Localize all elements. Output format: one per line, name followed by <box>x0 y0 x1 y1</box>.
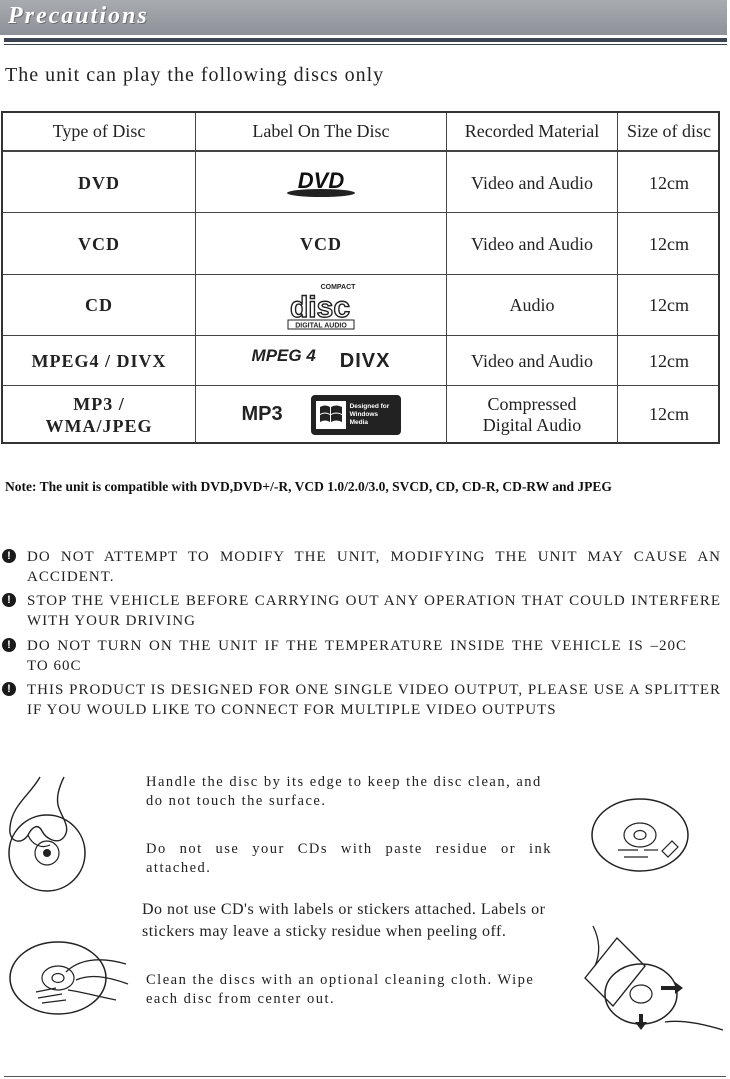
disc-size: 12cm <box>617 275 720 336</box>
svg-text:disc: disc <box>289 290 351 324</box>
warning-text: STOP THE VEHICLE BEFORE CARRYING OUT ANY OPERATION THAT COULD INTERFERE WITH YOUR DRIVING <box>27 593 721 629</box>
windows-media-text: Windows <box>349 410 379 418</box>
recorded-material: Video and Audio <box>446 336 617 386</box>
windows-media-text: Media <box>349 418 368 426</box>
care-instruction: Do not use your CDs with paste residue or ink attached. <box>146 841 552 876</box>
recorded-material <box>446 386 617 443</box>
table-row <box>3 335 718 386</box>
mpeg4-logo: MPEG 4 <box>251 346 316 365</box>
table-row <box>3 274 718 336</box>
cleaning-disc-icon <box>6 940 131 1020</box>
svg-text:COMPACT: COMPACT <box>320 283 356 291</box>
disc-with-residue-icon <box>590 795 695 875</box>
divx-logo: DIVX <box>339 349 391 372</box>
hand-holding-disc-icon <box>2 775 102 895</box>
svg-text:DIGITAL AUDIO: DIGITAL AUDIO <box>295 322 347 329</box>
disc-label: VCD <box>195 213 446 275</box>
care-instruction: Clean the discs with an optional cleaning cloth. Wipe each disc from center out. <box>146 972 535 1007</box>
warning-item <box>2 548 722 590</box>
table-row <box>3 212 718 275</box>
recorded-material-line: Digital Audio <box>482 414 582 435</box>
svg-text:DVD: DVD <box>297 168 345 193</box>
disc-size: 12cm <box>617 213 720 275</box>
disc-type: DVD <box>78 172 120 193</box>
mpeg4-divx-logos <box>195 336 446 386</box>
windows-flag-icon <box>316 401 346 429</box>
footer-rule <box>4 1076 726 1077</box>
mp3-wma-logos <box>195 386 446 443</box>
windows-media-text: Designed for <box>349 402 390 410</box>
column-header: Recorded Material <box>446 113 617 150</box>
header-rule-thin <box>4 44 727 45</box>
mp3-logo: MP3 <box>241 403 283 425</box>
recorded-material: Video and Audio <box>446 213 617 275</box>
warning-item <box>2 637 722 679</box>
warning-item <box>2 681 722 723</box>
dvd-logo <box>195 152 446 214</box>
exclamation-icon: ! <box>2 638 16 652</box>
disc-type: CD <box>85 295 113 315</box>
table-header-row <box>3 113 718 150</box>
disc-table <box>1 111 720 444</box>
windows-media-logo <box>311 395 401 435</box>
recorded-material: Audio <box>446 275 617 336</box>
header-rule <box>4 38 727 42</box>
disc-size: 12cm <box>617 386 720 443</box>
disc-type: MPEG4 / DIVX <box>31 350 167 371</box>
disc-type-line: WMA/JPEG <box>45 415 153 436</box>
exclamation-icon: ! <box>2 549 16 563</box>
exclamation-icon: ! <box>2 682 16 696</box>
disc-type: VCD <box>78 233 120 254</box>
warning-item <box>2 592 722 634</box>
compact-disc-logo <box>195 275 446 336</box>
column-header: Label On The Disc <box>195 113 446 150</box>
warning-text: DO NOT ATTEMPT TO MODIFY THE UNIT, MODIFYING THE UNIT MAY CAUSE AN ACCIDENT. <box>27 549 721 585</box>
disc-type <box>3 386 195 443</box>
recorded-material: Video and Audio <box>446 152 617 214</box>
exclamation-icon: ! <box>2 593 16 607</box>
compatibility-note: Note: The unit is compatible with DVD,DVD+/-R, VCD 1.0/2.0/3.0, SVCD, CD, CD-R, CD-RW and JPEG <box>5 479 612 494</box>
care-instruction: Do not use CD's with labels or stickers attached. Labels or stickers may leave a sticky residue when peeling off. <box>142 901 546 940</box>
table-row <box>3 385 718 443</box>
table-row <box>3 150 718 214</box>
removing-disc-from-case-icon <box>575 918 725 1043</box>
warning-text: DO NOT TURN ON THE UNIT IF THE TEMPERATURE INSIDE THE VEHICLE IS –20C TO 60C <box>27 638 687 674</box>
care-instruction: Handle the disc by its edge to keep the disc clean, and do not touch the surface. <box>146 774 542 809</box>
page-title: Precautions <box>8 3 149 29</box>
recorded-material-line: Compressed <box>487 393 577 414</box>
compact-disc-logo-icon <box>286 281 356 331</box>
column-header: Size of disc <box>617 113 720 150</box>
intro-text: The unit can play the following discs only <box>5 64 385 86</box>
disc-type-line: MP3 / <box>73 393 125 414</box>
disc-size: 12cm <box>617 336 720 386</box>
disc-size: 12cm <box>617 152 720 214</box>
warning-text: THIS PRODUCT IS DESIGNED FOR ONE SINGLE VIDEO OUTPUT, PLEASE USE A SPLITTER IF YOU WOULD LIKE TO CONNECT FOR MULTIPLE VIDEO OUTPUTS <box>27 682 721 718</box>
column-header: Type of Disc <box>52 121 146 141</box>
